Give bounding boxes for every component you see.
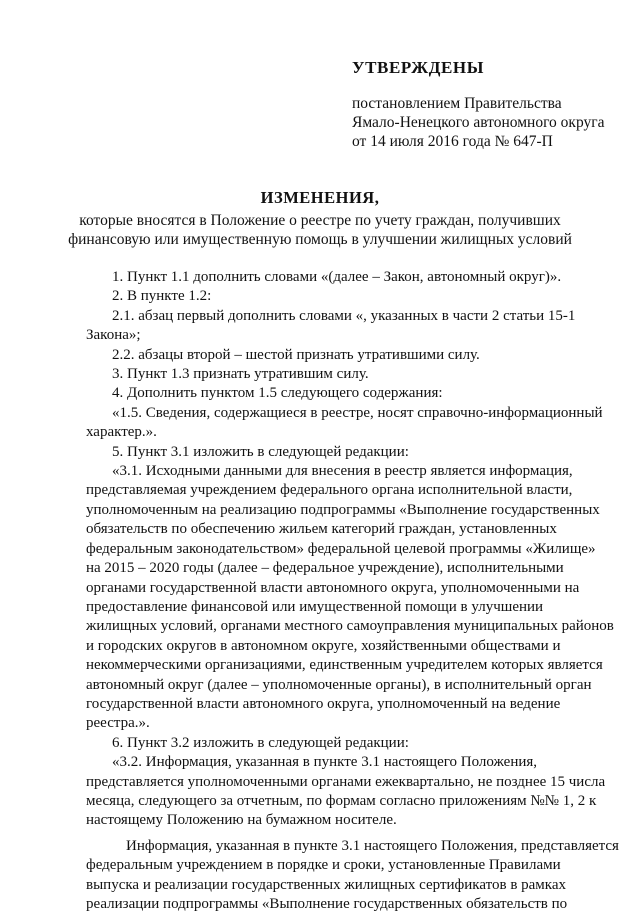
paragraph: «1.5. Сведения, содержащиеся в реестре, носят справочно-информационный [112, 404, 603, 421]
paragraph: государственной власти автономного округа, уполномоченный на ведение [86, 695, 561, 712]
paragraph: представляемая учреждением федерального органа исполнительной власти, [86, 482, 573, 499]
paragraph: 2. В пункте 1.2: [112, 288, 212, 305]
approval-line-1: постановлением Правительства [352, 95, 562, 112]
subtitle-line-2: финансовую или имущественную помощь в улучшении жилищных условий [68, 231, 572, 248]
paragraph: федеральным законодательством» федеральной целевой программы «Жилище» [86, 540, 596, 557]
paragraph: Информация, указанная в пункте 3.1 настоящего Положения, представляется [126, 837, 619, 854]
approval-line-2: Ямало-Ненецкого автономного округа [352, 114, 605, 131]
approval-stamp: УТВЕРЖДЕНЫ [352, 58, 485, 77]
paragraph: 6. Пункт 3.2 изложить в следующей редакции: [112, 734, 409, 751]
paragraph: автономный округ (далее – уполномоченные органы), в исполнительный орган [86, 676, 592, 693]
paragraph: 3. Пункт 1.3 признать утратившим силу. [112, 366, 369, 383]
paragraph: некоммерческими организациями, единственным учредителем которых является [86, 657, 603, 674]
paragraph: 5. Пункт 3.1 изложить в следующей редакции: [112, 443, 409, 460]
paragraph: выпуска и реализации государственных жилищных сертификатов в рамках [86, 876, 567, 893]
paragraph: представляется уполномоченными органами ежеквартально, не позднее 15 числа [86, 773, 606, 790]
paragraph: 1. Пункт 1.1 дополнить словами «(далее – Закон, автономный округ)». [112, 269, 562, 285]
paragraph: Закона»; [86, 327, 141, 344]
approval-line-3: от 14 июля 2016 года № 647-П [352, 133, 553, 150]
paragraph: федеральным учреждением в порядке и сроки, установленные Правилами [86, 857, 561, 874]
paragraph: предоставление финансовой или имущественной помощи в улучшении [86, 598, 544, 615]
paragraph: «3.1. Исходными данными для внесения в реестр является информация, [112, 463, 573, 480]
paragraph: на 2015 – 2020 годы (далее – федеральное учреждение), исполнительными [86, 560, 564, 577]
paragraph: обязательств по обеспечению жильем категорий граждан, установленных [86, 521, 557, 538]
document-subtitle [40, 211, 600, 249]
paragraph: 2.1. абзац первый дополнить словами «, указанных в части 2 статьи 15-1 [112, 307, 576, 324]
paragraph: и городских округов в автономном округе, хозяйственными обществами и [86, 637, 561, 654]
paragraph: реестра.». [86, 715, 150, 732]
paragraph: 4. Дополнить пунктом 1.5 следующего содержания: [112, 385, 443, 402]
approval-block [352, 58, 622, 151]
paragraph: жилищных условий, органами местного самоуправления муниципальных районов [86, 618, 614, 635]
paragraph: «3.2. Информация, указанная в пункте 3.1 настоящего Положения, [112, 754, 538, 771]
paragraph: настоящему Положению на бумажном носителе. [86, 812, 397, 829]
paragraph: 2.2. абзацы второй – шестой признать утратившими силу. [112, 346, 480, 363]
paragraph: реализации подпрограммы «Выполнение государственных обязательств по [86, 896, 568, 912]
paragraph: уполномоченным на реализацию подпрограммы «Выполнение государственных [86, 501, 600, 518]
document-title: ИЗМЕНЕНИЯ, [260, 188, 380, 207]
paragraph: характер.». [86, 424, 157, 441]
paragraph: органами государственной власти автономного округа, уполномоченными на [86, 579, 580, 596]
subtitle-line-1: которые вносятся в Положение о реестре по учету граждан, получивших [79, 212, 561, 229]
paragraph: месяца, следующего за отчетным, по формам согласно приложениям №№ 1, 2 к [86, 792, 597, 809]
document-body [86, 268, 626, 914]
